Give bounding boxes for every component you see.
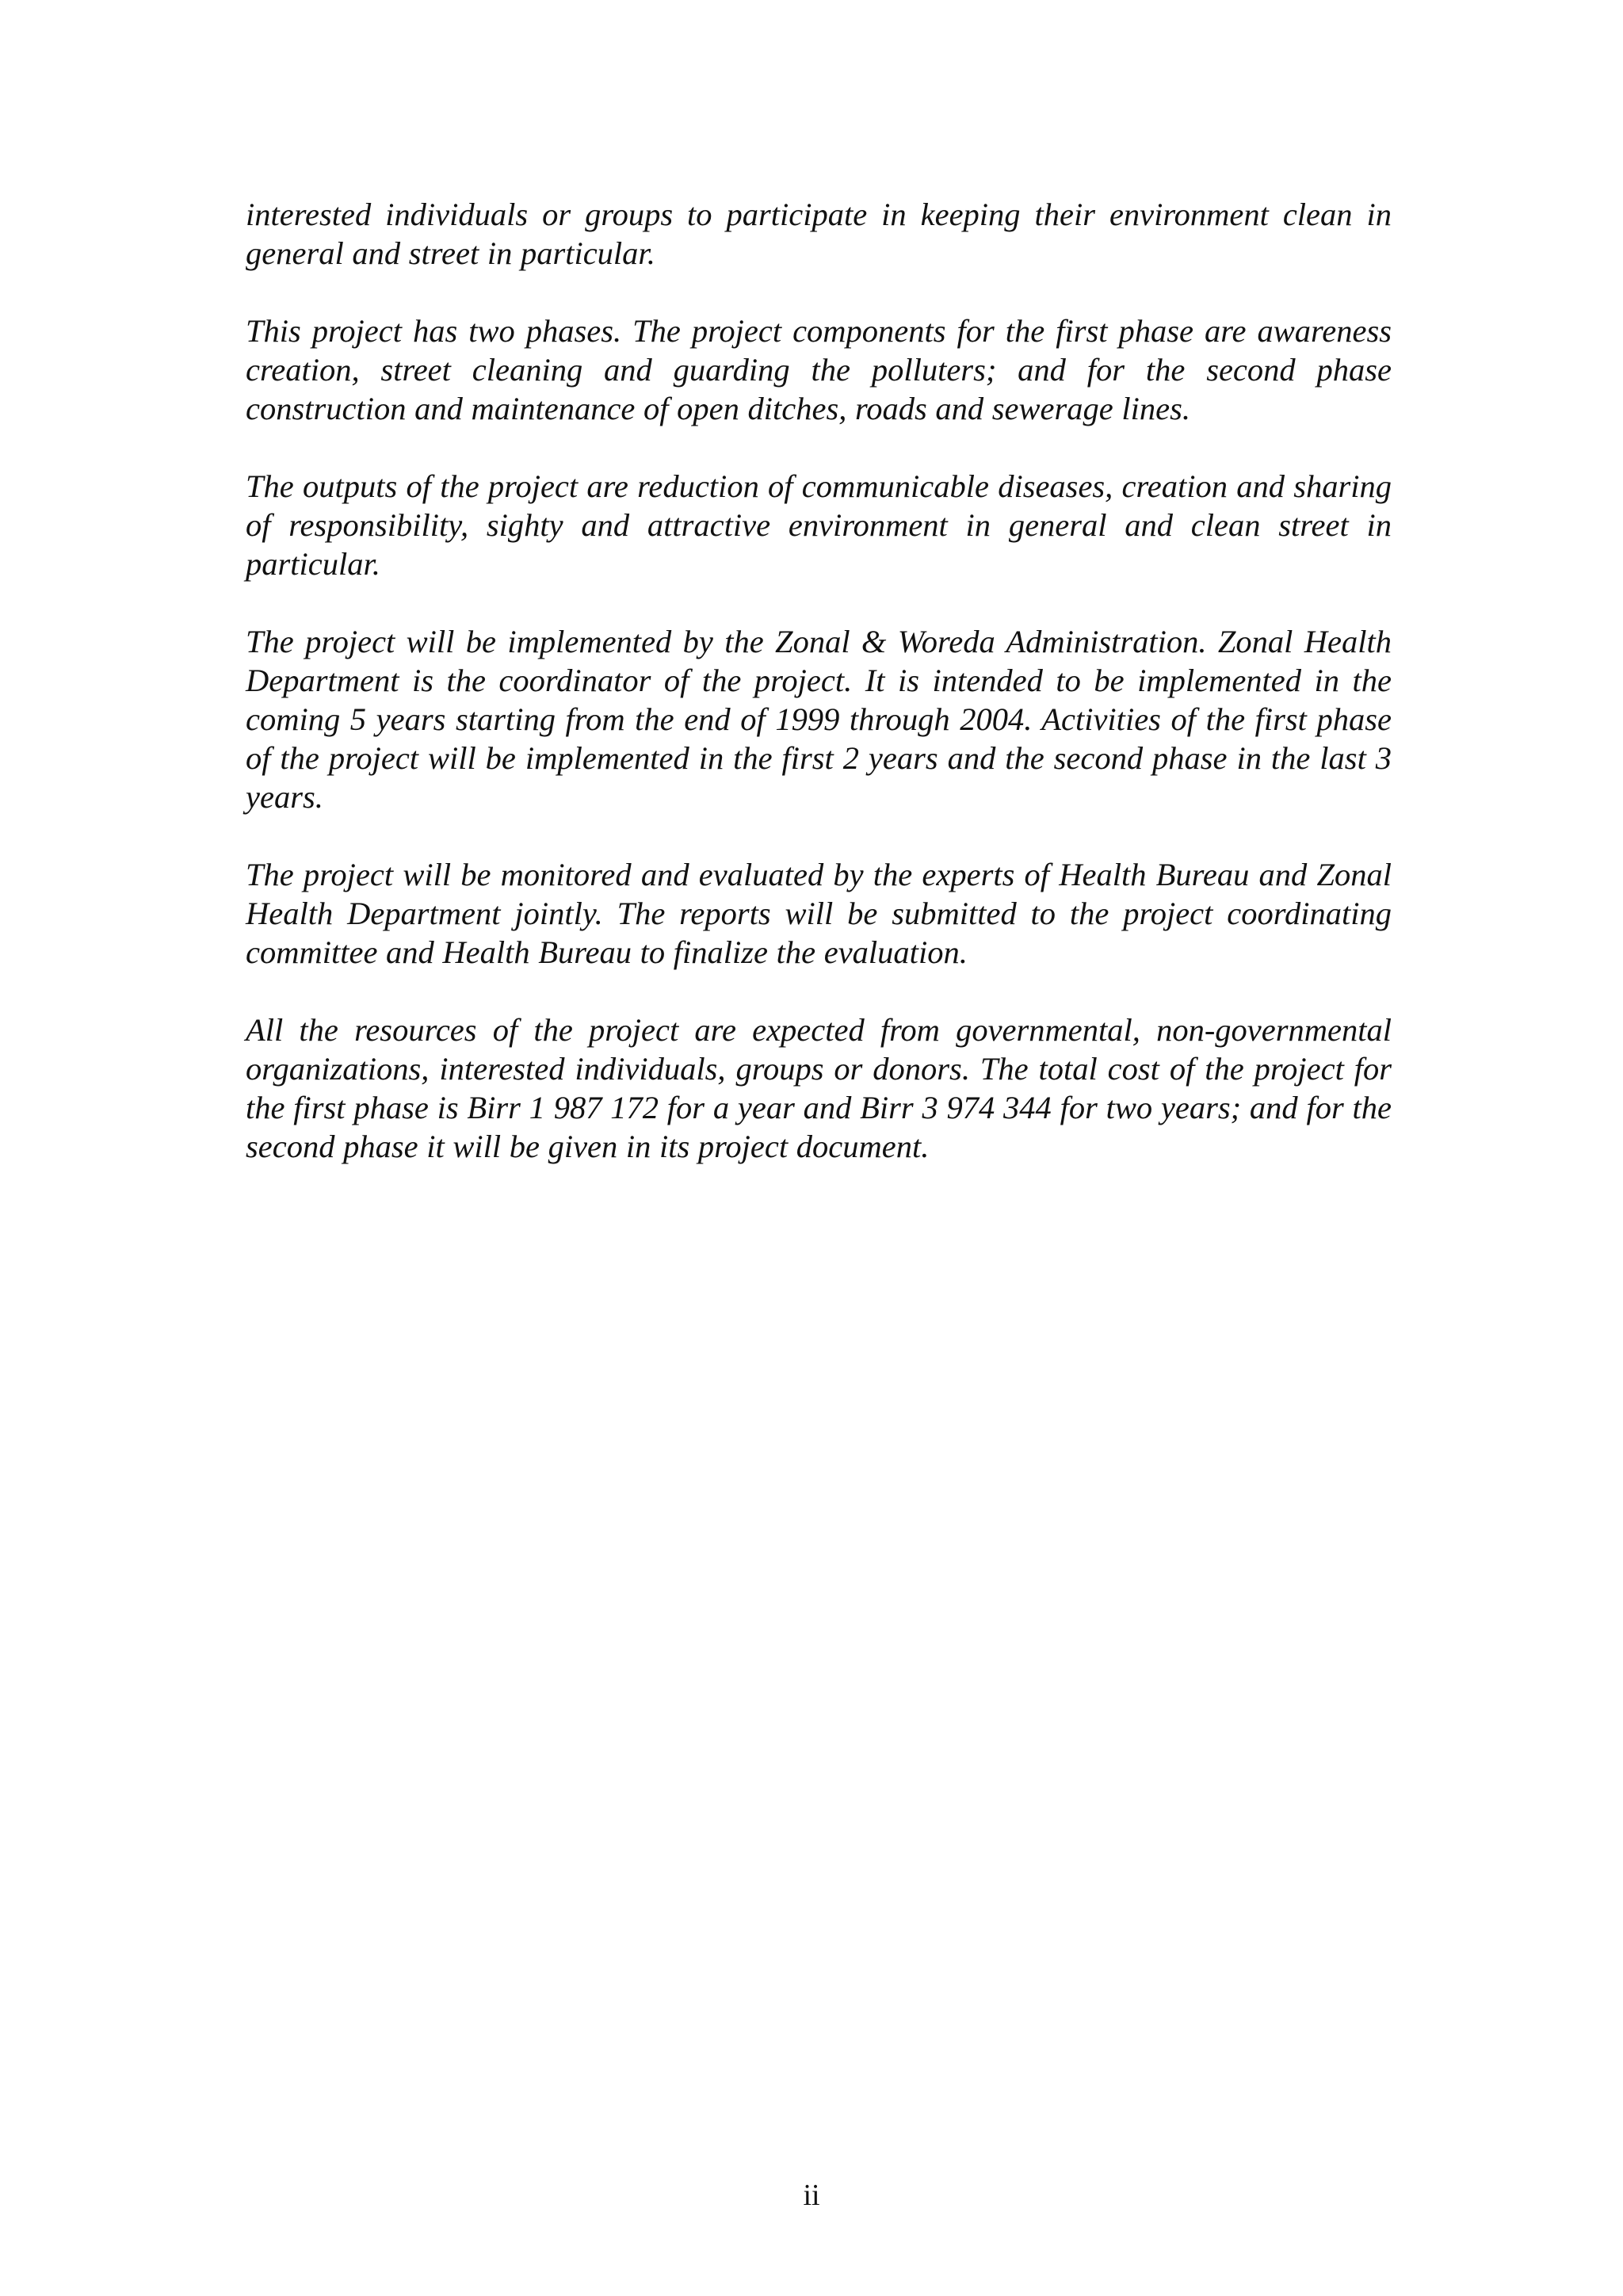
paragraph-project-outputs: The outputs of the project are reduction of communicable diseases, creation and sharing of responsibility, sighty and attractive environment in general and clean street in particular. <box>246 468 1392 582</box>
paragraph-resources-cost: All the resources of the project are expected from governmental, non-governmental organizations, interested individuals, groups or donors. The total cost of the project for the first phase is Birr 1 987 172 for a year and Birr 3 974 344 for two years; and for the second phase it will be given in its project document. <box>246 1012 1392 1164</box>
paragraph-project-phases: This project has two phases. The project components for the first phase are awareness creation, street cleaning and guarding the polluters; and for the second phase construction and maintenance of open ditches, roads and sewerage lines. <box>246 313 1392 426</box>
body-text <box>246 195 1392 1205</box>
paragraph-monitoring-evaluation: The project will be monitored and evaluated by the experts of Health Bureau and Zonal Health Department jointly. The reports will be submitted to the project coordinating committee and Health Bureau to finalize the evaluation. <box>246 857 1392 970</box>
paragraph-participation: interested individuals or groups to participate in keeping their environment clean in general and street in particular. <box>246 197 1392 271</box>
paragraph-implementation: The project will be implemented by the Zonal & Woreda Administration. Zonal Health Department is the coordinator of the project. It is intended to be implemented in the coming 5 years starting from the end of 1999 through 2004. Activities of the first phase of the project will be implemented in the first 2 years and the second phase in the last 3 years. <box>246 624 1392 815</box>
page-number: ii <box>803 2179 820 2212</box>
